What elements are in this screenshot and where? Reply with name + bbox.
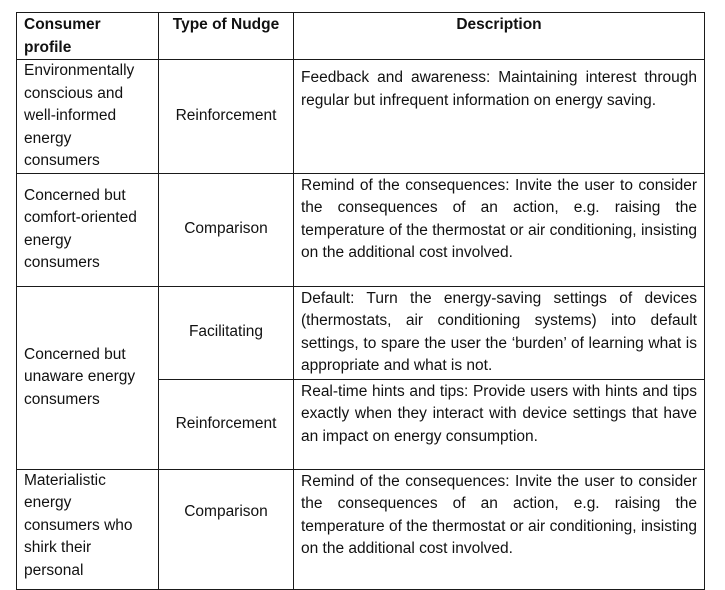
profile-cell: Concerned but comfort-oriented energy consumers xyxy=(17,173,159,286)
nudge-cell: Reinforcement xyxy=(159,60,294,174)
header-type-of-nudge: Type of Nudge xyxy=(159,13,294,60)
table-row xyxy=(17,60,705,174)
description-cell: Remind of the consequences: Invite the user to consider the consequences of an action, e.g. raising the temperature of the thermostat or air conditioning, insisting on the additional cost involved. xyxy=(294,469,705,589)
description-cell: Remind of the consequences: Invite the user to consider the consequences of an action, e.g. raising the temperature of the thermostat or air conditioning, insisting on the additional cost involved. xyxy=(294,173,705,286)
nudge-cell: Facilitating xyxy=(159,286,294,379)
nudge-table xyxy=(16,12,705,590)
description-cell: Real-time hints and tips: Provide users with hints and tips exactly when they interact with device settings that have an impact on energy consumption. xyxy=(294,379,705,469)
profile-cell: Environmentally conscious and well-informed energy consumers xyxy=(17,60,159,174)
table-row xyxy=(17,286,705,379)
table-row xyxy=(17,469,705,589)
header-consumer-profile: Consumer profile xyxy=(17,13,159,60)
profile-cell: Concerned but unaware energy consumers xyxy=(17,286,159,469)
table-header-row xyxy=(17,13,705,60)
table-row xyxy=(17,173,705,286)
header-description: Description xyxy=(294,13,705,60)
nudge-cell: Comparison xyxy=(159,469,294,589)
description-cell: Feedback and awareness: Maintaining interest through regular but infrequent information on energy saving. xyxy=(294,60,705,174)
nudge-table-container xyxy=(16,12,704,590)
profile-cell: Materialistic energy consumers who shirk their personal xyxy=(17,469,159,589)
nudge-cell: Reinforcement xyxy=(159,379,294,469)
description-cell: Default: Turn the energy-saving settings of devices (thermostats, air conditioning systems) into default settings, to spare the user the ‘burden’ of learning what is appropriate and what is not. xyxy=(294,286,705,379)
nudge-cell: Comparison xyxy=(159,173,294,286)
